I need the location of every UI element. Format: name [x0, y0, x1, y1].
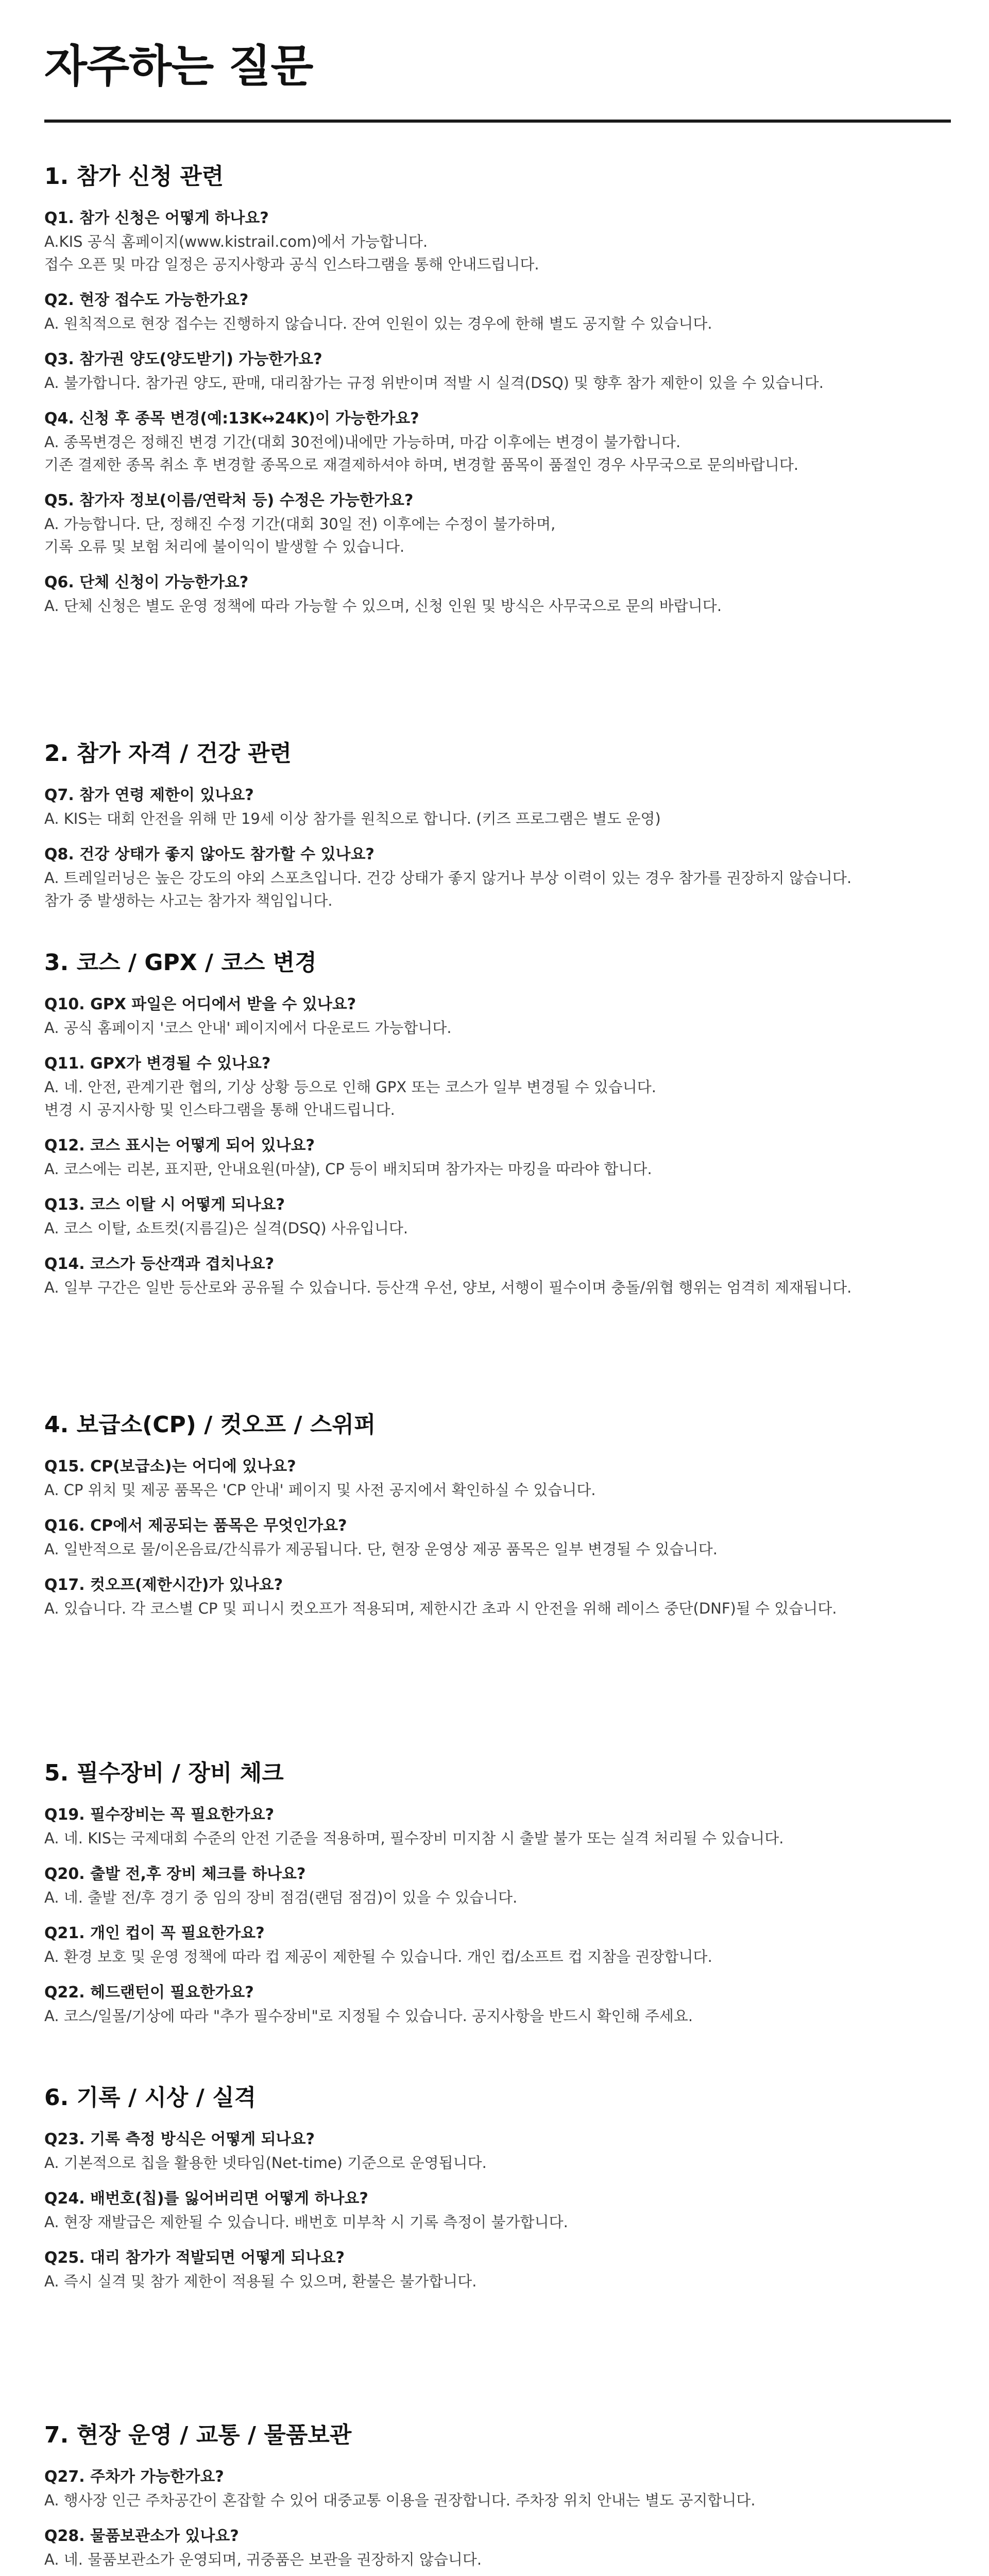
faq-question: Q12. 코스 표시는 어떻게 되어 있나요? — [44, 1136, 315, 1155]
faq-question: Q19. 필수장비는 꼭 필요한가요? — [44, 1805, 275, 1824]
faq-question: Q24. 배번호(칩)를 잃어버리면 어떻게 하나요? — [44, 2189, 368, 2208]
faq-answer: A. 불가합니다. 참가권 양도, 판매, 대리참가는 규정 위반이며 적발 시 실격(DSQ) 및 향후 참가 제한이 있을 수 있습니다. — [44, 374, 824, 392]
faq-section — [44, 1412, 951, 1634]
faq-question: Q10. GPX 파일은 어디에서 받을 수 있나요? — [44, 995, 356, 1013]
faq-question: Q3. 참가권 양도(양도받기) 가능한가요? — [44, 350, 322, 368]
faq-item — [44, 409, 951, 476]
faq-item — [44, 1136, 951, 1180]
faq-answer: A. KIS는 대회 안전을 위해 만 19세 이상 참가를 원칙으로 합니다. (키즈 프로그램은 별도 운영) — [44, 809, 661, 827]
faq-answer: A. 행사장 인근 주차공간이 혼잡할 수 있어 대중교통 이용을 권장합니다. 주차장 위치 안내는 별도 공지합니다. — [44, 2491, 756, 2509]
faq-answer: A.KIS 공식 홈페이지(www.kistrail.com)에서 가능합니다. 접수 오픈 및 마감 일정은 공지사항과 공식 인스타그램을 통해 안내드립니다. — [44, 232, 539, 273]
faq-question: Q28. 물품보관소가 있나요? — [44, 2527, 239, 2545]
faq-question: Q22. 헤드랜턴이 필요한가요? — [44, 1983, 254, 2002]
faq-question: Q27. 주차가 가능한가요? — [44, 2467, 224, 2486]
faq-answer: A. 원칙적으로 현장 접수는 진행하지 않습니다. 잔여 인원이 있는 경우에 한해 별도 공지할 수 있습니다. — [44, 314, 712, 332]
faq-section — [44, 740, 951, 926]
faq-item — [44, 1864, 951, 1909]
faq-question: Q20. 출발 전,후 장비 체크를 하나요? — [44, 1865, 306, 1883]
section-heading: 1. 참가 신청 관련 — [44, 163, 224, 190]
section-heading: 7. 현장 운영 / 교통 / 물품보관 — [44, 2422, 352, 2448]
section-heading: 5. 필수장비 / 장비 체크 — [44, 1760, 284, 1786]
faq-answer: A. 즉시 실격 및 참가 제한이 적용될 수 있으며, 환불은 불가합니다. — [44, 2272, 477, 2290]
title-divider — [44, 120, 951, 123]
faq-answer: A. 있습니다. 각 코스별 CP 및 피니시 컷오프가 적용되며, 제한시간 초과 시 안전을 위해 레이스 중단(DNF)될 수 있습니다. — [44, 1599, 837, 1617]
faq-question: Q1. 참가 신청은 어떻게 하나요? — [44, 209, 269, 227]
faq-item — [44, 2467, 951, 2512]
faq-answer: A. 네. KIS는 국제대회 수준의 안전 기준을 적용하며, 필수장비 미지참 시 출발 불가 또는 실격 처리될 수 있습니다. — [44, 1829, 784, 1847]
faq-item — [44, 2189, 951, 2233]
faq-answer: A. 기본적으로 칩을 활용한 넷타임(Net-time) 기준으로 운영됩니다. — [44, 2154, 487, 2172]
faq-answer: A. 환경 보호 및 운영 정책에 따라 컵 제공이 제한될 수 있습니다. 개인 컵/소프트 컵 지참을 권장합니다. — [44, 1947, 712, 1965]
faq-question: Q25. 대리 참가가 적발되면 어떻게 되나요? — [44, 2248, 345, 2267]
faq-item — [44, 1254, 951, 1299]
faq-answer: A. 네. 물품보관소가 운영되며, 귀중품은 보관을 권장하지 않습니다. — [44, 2550, 482, 2568]
faq-item — [44, 785, 951, 830]
faq-answer: A. 일반적으로 물/이온음료/간식류가 제공됩니다. 단, 현장 운영상 제공 품목은 일부 변경될 수 있습니다. — [44, 1540, 718, 1558]
page-title: 자주하는 질문 — [44, 41, 313, 92]
faq-answer: A. 네. 출발 전/후 경기 중 임의 장비 점검(랜덤 점검)이 있을 수 있습니다. — [44, 1888, 518, 1906]
faq-item — [44, 490, 951, 558]
faq-question: Q17. 컷오프(제한시간)가 있나요? — [44, 1575, 283, 1594]
faq-section — [44, 2422, 951, 2576]
faq-question: Q11. GPX가 변경될 수 있나요? — [44, 1054, 271, 1073]
section-heading: 2. 참가 자격 / 건강 관련 — [44, 740, 292, 767]
section-heading: 3. 코스 / GPX / 코스 변경 — [44, 950, 317, 976]
faq-answer: A. CP 위치 및 제공 품목은 'CP 안내' 페이지 및 사전 공지에서 확인하실 수 있습니다. — [44, 1481, 596, 1499]
faq-item — [44, 1195, 951, 1240]
faq-item — [44, 2526, 951, 2571]
faq-question: Q16. CP에서 제공되는 품목은 무엇인가요? — [44, 1516, 347, 1535]
faq-question: Q2. 현장 접수도 가능한가요? — [44, 291, 249, 309]
faq-item — [44, 1456, 951, 1501]
faq-answer: A. 가능합니다. 단, 정해진 수정 기간(대회 30일 전) 이후에는 수정이 불가하며, 기록 오류 및 보험 처리에 불이익이 발생할 수 있습니다. — [44, 515, 556, 555]
faq-question: Q15. CP(보급소)는 어디에 있나요? — [44, 1457, 296, 1476]
faq-question: Q8. 건강 상태가 좋지 않아도 참가할 수 있나요? — [44, 845, 374, 863]
faq-question: Q23. 기록 측정 방식은 어떻게 되나요? — [44, 2130, 315, 2148]
faq-answer: A. 일부 구간은 일반 등산로와 공유될 수 있습니다. 등산객 우선, 양보, 서행이 필수이며 충돌/위협 행위는 엄격히 제재됩니다. — [44, 1278, 852, 1296]
faq-item — [44, 1923, 951, 1968]
faq-question: Q5. 참가자 정보(이름/연락처 등) 수정은 가능한가요? — [44, 491, 414, 510]
faq-question: Q21. 개인 컵이 꼭 필요한가요? — [44, 1924, 265, 1942]
faq-item — [44, 1054, 951, 1121]
faq-item — [44, 1982, 951, 2027]
faq-answer: A. 코스에는 리본, 표지판, 안내요원(마샬), CP 등이 배치되며 참가자는 마킹을 따라야 합니다. — [44, 1160, 652, 1178]
faq-question: Q13. 코스 이탈 시 어떻게 되나요? — [44, 1195, 285, 1214]
faq-section — [44, 950, 951, 1313]
faq-item — [44, 1805, 951, 1850]
faq-answer: A. 코스 이탈, 쇼트컷(지름길)은 실격(DSQ) 사유입니다. — [44, 1219, 408, 1237]
faq-answer: A. 트레일러닝은 높은 강도의 야외 스포츠입니다. 건강 상태가 좋지 않거나 부상 이력이 있는 경우 참가를 권장하지 않습니다. 참가 중 발생하는 사고는 참가자 책임입니다. — [44, 869, 852, 909]
faq-question: Q4. 신청 후 종목 변경(예:13K↔24K)이 가능한가요? — [44, 409, 419, 428]
faq-item — [44, 290, 951, 335]
faq-answer: A. 단체 신청은 별도 운영 정책에 따라 가능할 수 있으며, 신청 인원 및 방식은 사무국으로 문의 바랍니다. — [44, 597, 722, 615]
faq-answer: A. 현장 재발급은 제한될 수 있습니다. 배번호 미부착 시 기록 측정이 불가합니다. — [44, 2213, 568, 2231]
faq-item — [44, 994, 951, 1039]
faq-section — [44, 1760, 951, 2042]
faq-section — [44, 163, 951, 632]
faq-item — [44, 208, 951, 276]
faq-item — [44, 1516, 951, 1561]
faq-item — [44, 2129, 951, 2174]
faq-question: Q6. 단체 신청이 가능한가요? — [44, 573, 249, 591]
faq-answer: A. 코스/일몰/기상에 따라 "추가 필수장비"로 지정될 수 있습니다. 공지사항을 반드시 확인해 주세요. — [44, 2007, 693, 2025]
faq-item — [44, 349, 951, 394]
section-heading: 6. 기록 / 시상 / 실격 — [44, 2084, 257, 2111]
section-heading: 4. 보급소(CP) / 컷오프 / 스위퍼 — [44, 1412, 376, 1438]
faq-answer: A. 종목변경은 정해진 변경 기간(대회 30전에)내에만 가능하며, 마감 이후에는 변경이 불가합니다. 기존 결제한 종목 취소 후 변경할 종목으로 재결제하셔야 하며, 변경할 품목이 품절인 경우 사무국으로 문의바랍니다. — [44, 433, 799, 473]
faq-question: Q7. 참가 연령 제한이 있나요? — [44, 786, 254, 804]
faq-answer: A. 네. 안전, 관계기관 협의, 기상 상황 등으로 인해 GPX 또는 코스가 일부 변경될 수 있습니다. 변경 시 공지사항 및 인스타그램을 통해 안내드립니다. — [44, 1078, 656, 1118]
faq-item — [44, 572, 951, 617]
faq-section — [44, 2084, 951, 2307]
faq-question: Q14. 코스가 등산객과 겹치나요? — [44, 1255, 275, 1273]
faq-item — [44, 844, 951, 912]
faq-item — [44, 2248, 951, 2293]
faq-item — [44, 1575, 951, 1620]
faq-answer: A. 공식 홈페이지 '코스 안내' 페이지에서 다운로드 가능합니다. — [44, 1019, 452, 1037]
